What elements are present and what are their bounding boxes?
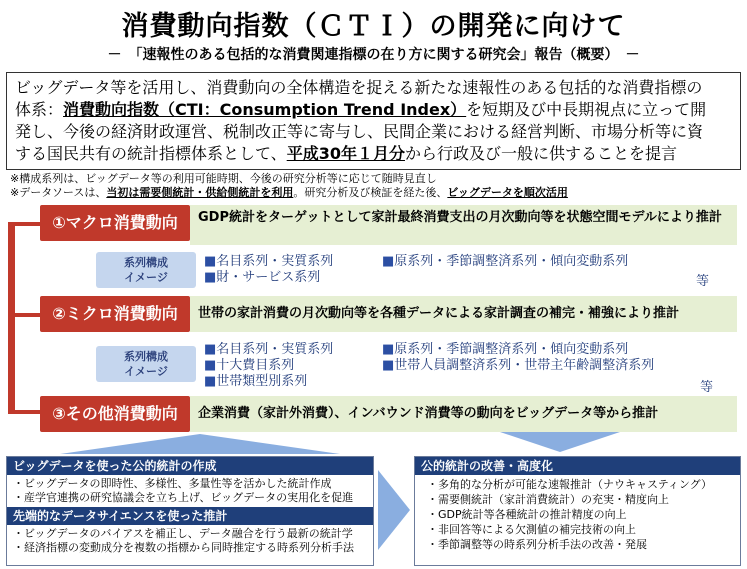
note-emphasis: 当初は需要側統計・供給側統計を利用 xyxy=(106,186,294,199)
panel-heading: 先端的なデータサイエンスを使った推計 xyxy=(7,507,373,525)
page-title: 消費動向指数（ＣＴＩ）の開発に向けて xyxy=(121,11,626,42)
panel-body xyxy=(415,475,740,554)
cti-name: 消費動向指数（CTI：Consumption Trend Index） xyxy=(63,100,467,119)
list-item: ■原系列・季節調整済系列・傾向変動系列 xyxy=(382,342,629,357)
panel-improvement xyxy=(414,456,741,566)
panel-item: ・季節調整等の時系列分析手法の改善・発展 xyxy=(427,538,647,551)
etc-label: 等 xyxy=(700,380,714,395)
intro-line xyxy=(15,143,732,165)
section-label-macro: ①マクロ消費動向 xyxy=(40,205,190,241)
intro-box xyxy=(6,72,741,170)
intro-line: ビッグデータ等を活用し、消費動向の全体構造を捉える新たな速報性のある包括的な消費指標の xyxy=(15,78,703,97)
panel-bigdata xyxy=(6,456,374,566)
section-label-other: ③その他消費動向 xyxy=(40,396,190,432)
panel-item: ・産学官連携の研究協議会を立ち上げ、ビッグデータの実用化を促進 xyxy=(13,491,354,504)
panel-item: ・GDP統計等各種統計の推計精度の向上 xyxy=(427,508,627,521)
list-item: ■財・サービス系列 xyxy=(204,270,321,285)
intro-text: 体系： xyxy=(15,100,64,119)
start-date: 平成30年１月分 xyxy=(286,144,405,163)
series-list-left xyxy=(204,342,333,390)
intro-text: から行政及び一般に供することを提言 xyxy=(404,144,677,163)
list-item: ■十大費目系列 xyxy=(204,358,295,373)
series-list-right xyxy=(382,254,628,270)
list-text: 名目系列・実質系列 xyxy=(216,254,334,269)
panel-item: ・需要側統計（家計消費統計）の充実・精度向上 xyxy=(427,493,669,506)
connector-tick xyxy=(8,410,42,414)
connector-tick xyxy=(8,313,42,317)
panel-item: ・非回答等による欠測値の補完技術の向上 xyxy=(427,523,636,536)
list-text: 世帯類型別系列 xyxy=(216,374,308,389)
connector-bar xyxy=(8,222,15,412)
panel-body xyxy=(7,475,373,507)
down-arrow-icon xyxy=(500,432,620,454)
list-text: 名目系列・実質系列 xyxy=(216,342,334,357)
intro-text: を短期及び中長期視点に立って開 xyxy=(466,100,707,119)
list-text: 世帯人員調整済系列・世帯主年齢調整済系列 xyxy=(394,358,655,373)
panel-item: ・多角的な分析が可能な速報推計（ナウキャスティング） xyxy=(427,478,713,491)
section-desc-other: 企業消費（家計外消費）、インバウンド消費等の動向をビッグデータ等から推計 xyxy=(190,396,737,432)
panel-heading: 公的統計の改善・高度化 xyxy=(415,457,740,475)
list-item: ■名目系列・実質系列 xyxy=(204,254,334,269)
list-text: 財・サービス系列 xyxy=(216,270,321,285)
note-emphasis: ビッグデータを順次活用 xyxy=(447,186,568,199)
note-2 xyxy=(10,186,568,200)
list-text: 原系列・季節調整済系列・傾向変動系列 xyxy=(394,254,629,269)
right-arrow-icon xyxy=(378,470,410,550)
series-list-right xyxy=(382,342,654,374)
image-label-1: 系列構成 xyxy=(124,350,168,363)
up-arrow-icon xyxy=(60,432,340,454)
section-desc-micro: 世帯の家計消費の月次動向等を各種データによる家計調査の補完・補強により推計 xyxy=(190,296,737,332)
image-label-1: 系列構成 xyxy=(124,256,168,269)
series-image-label xyxy=(96,346,196,382)
series-list-left xyxy=(204,254,333,286)
list-text: 十大費目系列 xyxy=(216,358,295,373)
page-subtitle: － 「速報性のある包括的な消費関連指標の在り方に関する研究会」報告（概要） － xyxy=(107,47,640,63)
intro-text: する国民共有の統計指標体系として、 xyxy=(15,144,287,163)
section-label-micro: ②ミクロ消費動向 xyxy=(40,296,190,332)
connector-tick xyxy=(8,222,42,226)
list-item: ■世帯類型別系列 xyxy=(204,374,308,389)
panel-heading: ビッグデータを使った公的統計の作成 xyxy=(7,457,373,475)
image-label-2: イメージ xyxy=(124,271,168,284)
note-text: 。研究分析及び検証を経た後、 xyxy=(293,186,448,199)
panel-item: ・ビッグデータの即時性、多様性、多量性等を活かした統計作成 xyxy=(13,477,332,490)
series-image-label xyxy=(96,252,196,288)
list-text: 原系列・季節調整済系列・傾向変動系列 xyxy=(394,342,629,357)
panel-item: ・経済指標の変動成分を複数の指標から同時推定する時系列分析手法 xyxy=(13,541,354,554)
section-desc-macro: GDP統計をターゲットとして家計最終消費支出の月次動向等を状態空間モデルにより推計 xyxy=(190,205,737,245)
panel-body xyxy=(7,525,373,557)
image-label-2: イメージ xyxy=(124,365,168,378)
list-item: ■世帯人員調整済系列・世帯主年齢調整済系列 xyxy=(382,358,655,373)
etc-label: 等 xyxy=(696,274,710,289)
intro-line xyxy=(15,99,732,121)
panel-item: ・ビッグデータのバイアスを補正し、データ融合を行う最新の統計学 xyxy=(13,527,353,540)
list-item: ■原系列・季節調整済系列・傾向変動系列 xyxy=(382,254,629,269)
note-text: ※データソースは、 xyxy=(10,186,107,199)
intro-line: 発し、今後の経済財政運営、税制改正等に寄与し、民間企業における経営判断、市場分析等に資 xyxy=(15,122,704,141)
note-1: ※構成系列は、ビッグデータ等の利用可能時期、今後の研究分析等に応じて随時見直し xyxy=(10,172,437,185)
list-item: ■名目系列・実質系列 xyxy=(204,342,334,357)
